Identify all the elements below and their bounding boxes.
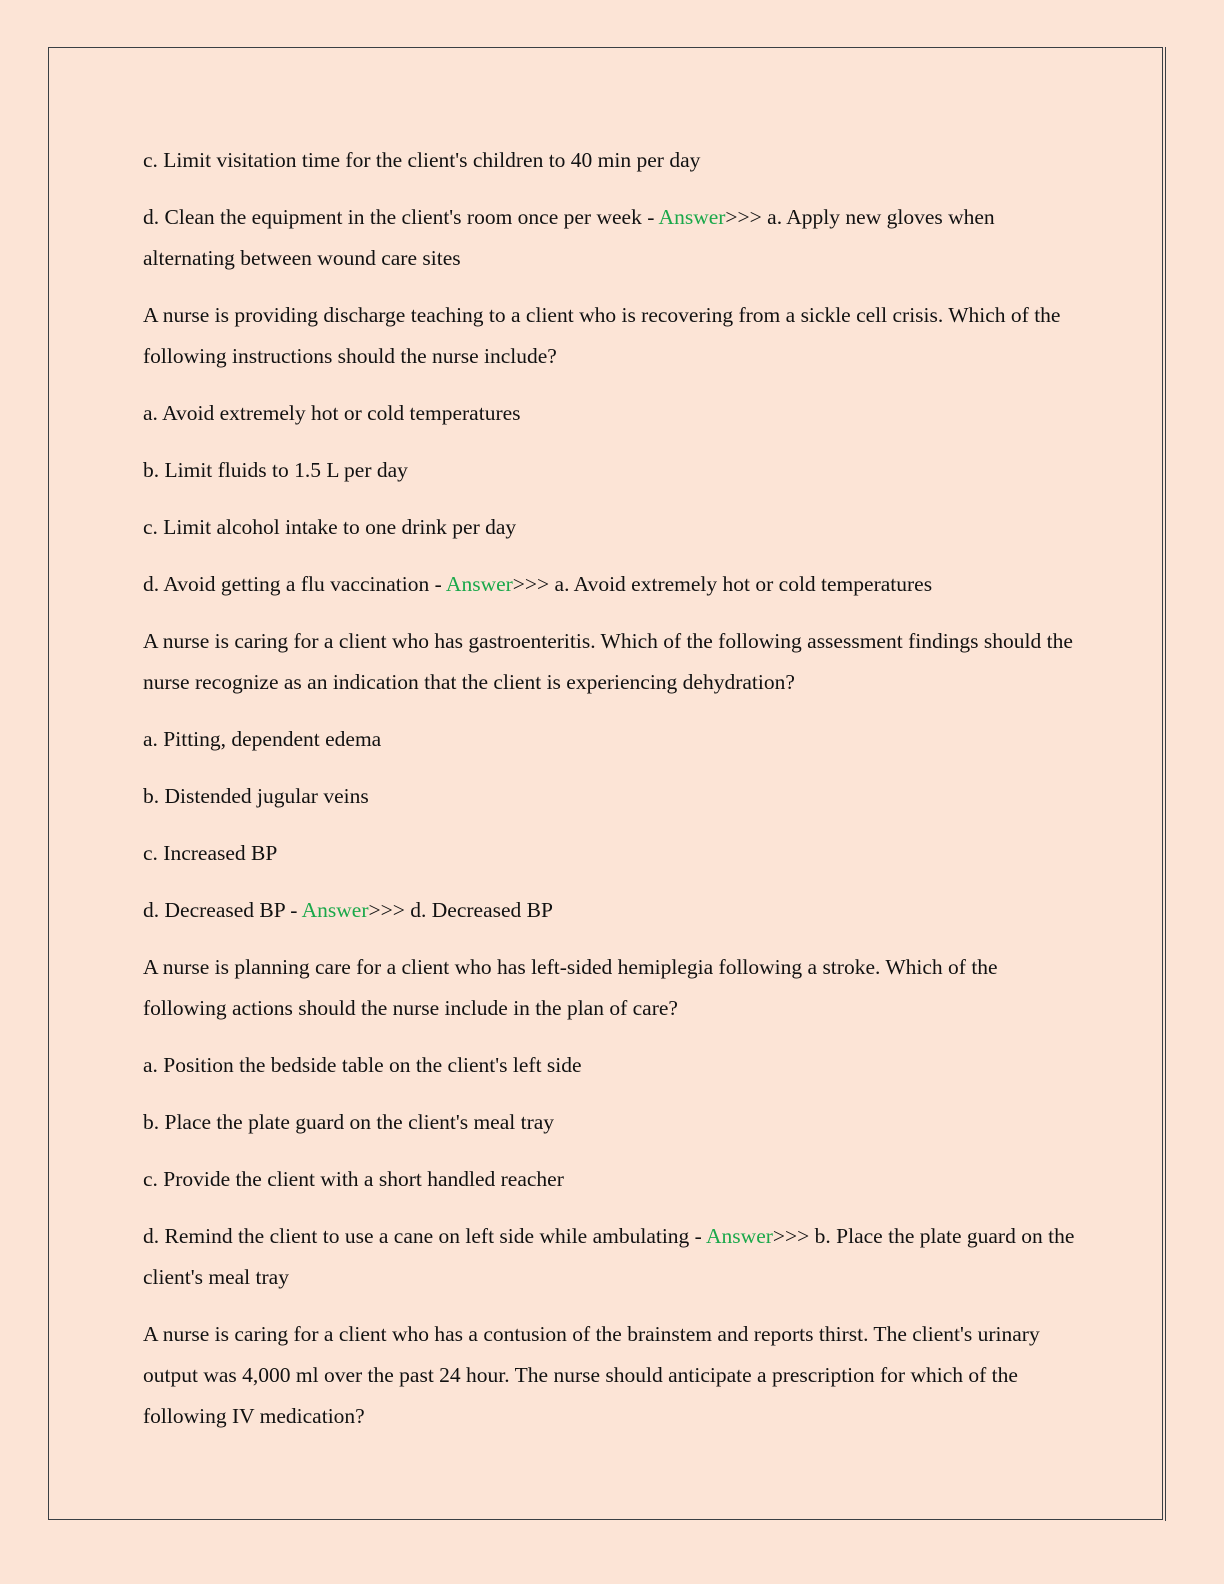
answer-option-with-key — [143, 890, 1083, 931]
answer-option — [143, 776, 1083, 817]
option-text: a. Pitting, dependent edema — [143, 727, 382, 751]
option-text: d. Clean the equipment in the client's room once per week - — [143, 205, 659, 229]
answer-option — [143, 140, 1083, 181]
option-text: c. Limit alcohol intake to one drink per day — [143, 515, 517, 539]
answer-option — [143, 719, 1083, 760]
answer-option-with-key — [143, 197, 1083, 279]
question-text — [143, 947, 1083, 1029]
question-text — [143, 1314, 1083, 1437]
question-stem: A nurse is planning care for a client who has left-sided hemiplegia following a stroke. Which of the following actions should the nurse include in the plan of care? — [143, 955, 998, 1020]
option-text: c. Increased BP — [143, 841, 278, 865]
option-text: c. Provide the client with a short handled reacher — [143, 1167, 564, 1191]
question-text — [143, 295, 1083, 377]
answer-tag: Answer — [706, 1224, 773, 1248]
answer-option-with-key — [143, 564, 1083, 605]
option-text: b. Place the plate guard on the client's meal tray — [143, 1110, 555, 1134]
answer-key: >>> b. Place the plate guard on the client's meal tray — [143, 1224, 1075, 1289]
option-text: d. Avoid getting a flu vaccination - — [143, 572, 446, 596]
answer-option — [143, 833, 1083, 874]
option-text: d. Decreased BP - — [143, 898, 302, 922]
option-text: d. Remind the client to use a cane on left side while ambulating - — [143, 1224, 707, 1248]
answer-tag: Answer — [658, 205, 726, 229]
question-stem: A nurse is providing discharge teaching to a client who is recovering from a sickle cell crisis. Which of the following instructions should the nurse include? — [143, 303, 1061, 368]
answer-option — [143, 507, 1083, 548]
answer-option-with-key — [143, 1216, 1083, 1298]
answer-tag: Answer — [301, 898, 369, 922]
document-body — [143, 140, 1083, 1453]
question-stem: A nurse is caring for a client who has a contusion of the brainstem and reports thirst. The client's urinary output was 4,000 ml over the past 24 hour. The nurse should anticipate a prescription for which of the following IV medication? — [143, 1322, 1040, 1428]
option-text: b. Distended jugular veins — [143, 784, 369, 808]
option-text: a. Position the bedside table on the client's left side — [143, 1053, 582, 1077]
answer-option — [143, 450, 1083, 491]
answer-option — [143, 1045, 1083, 1086]
question-stem: A nurse is caring for a client who has gastroenteritis. Which of the following assessment findings should the nurse recognize as an indication that the client is experiencing dehydration? — [143, 629, 1073, 694]
answer-key: >>> d. Decreased BP — [368, 898, 553, 922]
answer-key: >>> a. Avoid extremely hot or cold temperatures — [512, 572, 933, 596]
question-text — [143, 621, 1083, 703]
option-text: a. Avoid extremely hot or cold temperatures — [143, 401, 521, 425]
answer-option — [143, 1159, 1083, 1200]
option-text: b. Limit fluids to 1.5 L per day — [143, 458, 408, 482]
answer-option — [143, 393, 1083, 434]
answer-option — [143, 1102, 1083, 1143]
option-text: c. Limit visitation time for the client's children to 40 min per day — [143, 148, 701, 172]
answer-key: >>> a. Apply new gloves when alternating between wound care sites — [143, 205, 995, 270]
answer-tag: Answer — [445, 572, 513, 596]
